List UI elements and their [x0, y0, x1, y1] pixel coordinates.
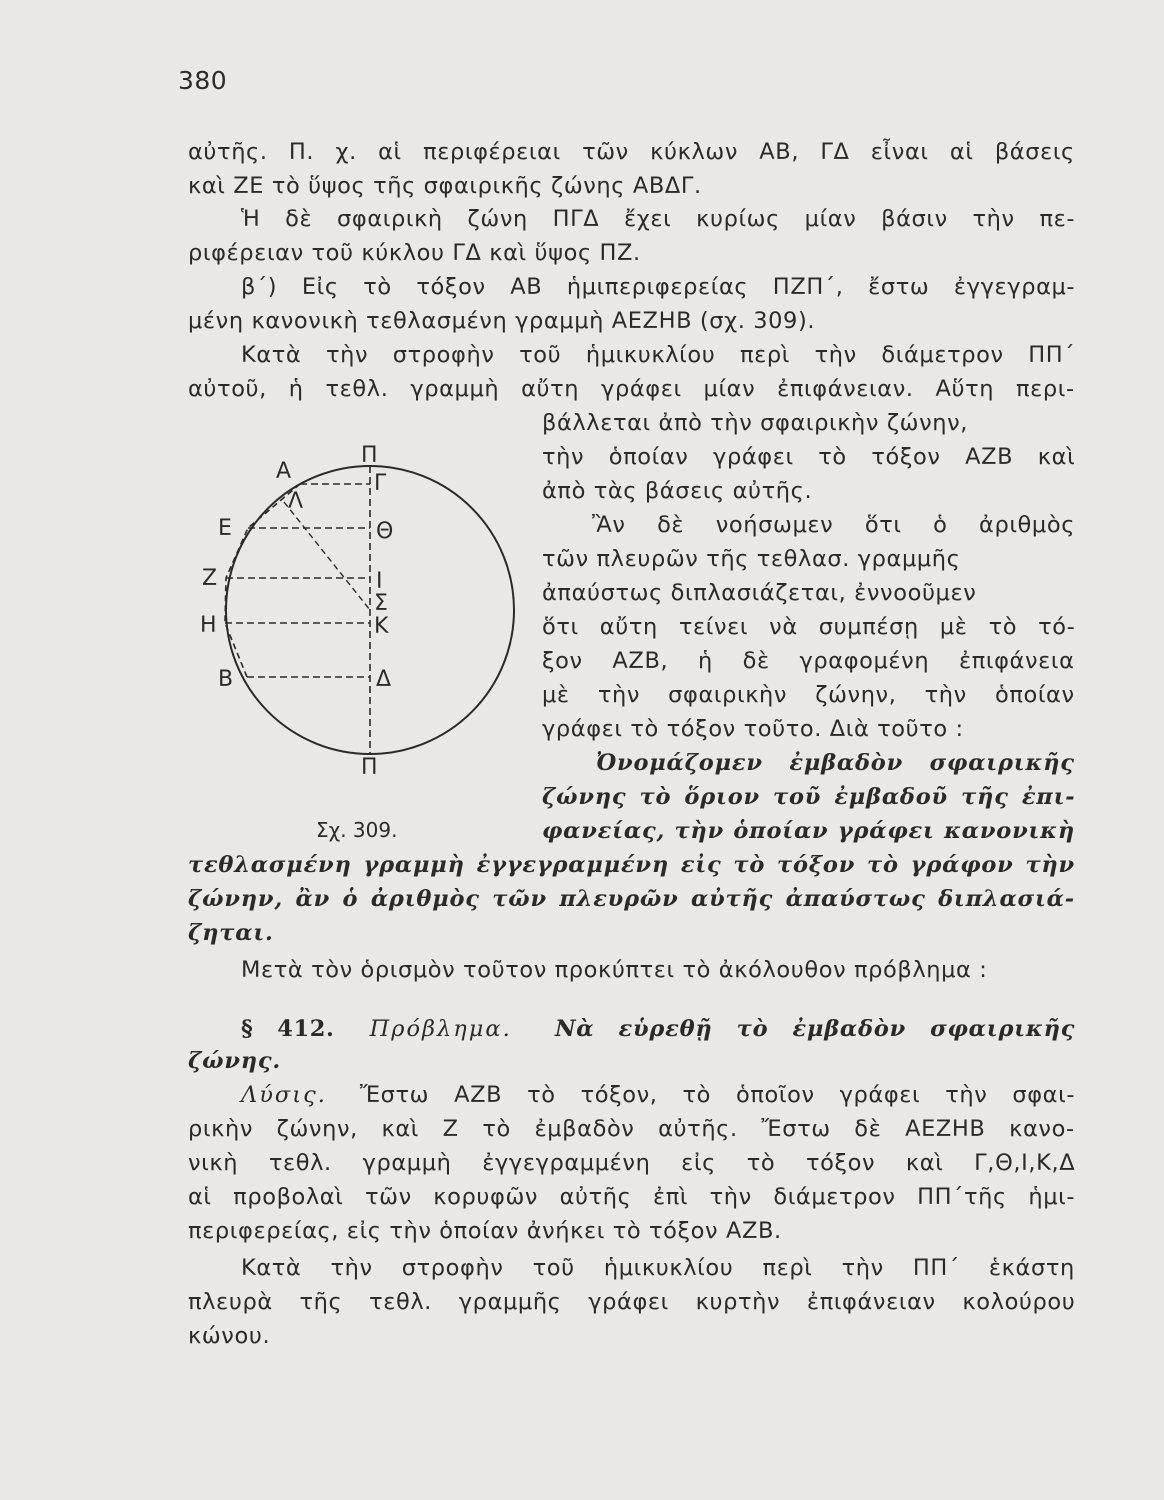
text-line: κώνου. — [188, 1323, 271, 1349]
text-line: Κατὰ τὴν στροφὴν τοῦ ἡμικυκλίου περὶ τὴν διάμετρον ΠΠ΄ — [241, 342, 1076, 368]
section-heading — [241, 1014, 1075, 1044]
label-epsilon: Ε — [218, 516, 232, 541]
text-line: νικὴ τεθλ. γραμμὴ ἐγγεγραμμένη εἰς τὸ τόξον καὶ Γ,Θ,Ι,Κ,Δ — [188, 1150, 1076, 1176]
label-beta: Β — [218, 667, 234, 692]
text-line: β΄) Εἰς τὸ τόξον ΑΒ ἡμιπεριφερείας ΠΖΠ΄, ἔστω ἐγγεγραμ- — [241, 274, 1076, 300]
text-line: τῶν πλευρῶν τῆς τεθλασ. γραμμῆς — [542, 546, 961, 572]
definition-line: ζώνην, ἂν ὁ ἀριθμὸς τῶν πλευρῶν αὐτῆς ἀπαύστως διπλασιά- — [188, 886, 1075, 912]
text-line: Μετὰ τὸν ὁρισμὸν τοῦτον προκύπτει τὸ ἀκόλουθον πρόβλημα : — [241, 957, 988, 983]
definition-line: τεθλασμένη γραμμὴ ἐγγεγραμμένη εἰς τὸ τόξον τὸ γράφον τὴν — [188, 852, 1075, 878]
line-text: αὐτῆς. Π. χ. αἱ περιφέρειαι τῶν κύκλων ΑΒ, ΓΔ εἶναι αἱ βάσεις — [188, 139, 1075, 165]
text-line: ξον ΑΖΒ, ἡ δὲ γραφομένη ἐπιφάνεια — [542, 648, 1075, 674]
label-theta: Θ — [376, 519, 394, 544]
label-zeta: Ζ — [202, 566, 218, 591]
apothem-line — [284, 502, 370, 610]
section-title: Νὰ εὑρεθῇ τὸ ἐμβαδὸν σφαιρικῆς — [554, 1016, 1076, 1042]
text-line — [188, 137, 1075, 167]
text-line: καὶ ΖΕ τὸ ὕψος τῆς σφαιρικῆς ζώνης ΑΒΔΓ. — [188, 173, 702, 199]
text-line: μὲ τὴν σφαιρικὴν ζώνην, τὴν ὁποίαν — [542, 682, 1075, 708]
text-line: ἀπαύστως διπλασιάζεται, ἐννοοῦμεν — [542, 580, 977, 606]
label-sigma: Σ — [374, 591, 388, 616]
text-line: γράφει τὸ τόξον τοῦτο. Διὰ τοῦτο : — [542, 716, 964, 742]
solution-label: Λύσις. — [241, 1082, 327, 1108]
label-delta: Δ — [376, 667, 392, 692]
text-line: μένη κανονικὴ τεθλασμένη γραμμὴ ΑΕΖΗΒ (σχ. 309). — [188, 308, 816, 334]
label-pi-bottom: Π — [361, 755, 378, 780]
label-kappa: Κ — [374, 614, 389, 639]
figure-309 — [190, 440, 530, 780]
page-number: 380 — [178, 66, 228, 95]
text-line: πλευρὰ τῆς τεθλ. γραμμῆς γράφει κυρτὴν ἐπιφάνειαν κολούρου — [188, 1289, 1076, 1315]
definition-line: ζηται. — [188, 920, 274, 946]
text-line: ὅτι αὔτη τείνει νὰ συμπέσῃ μὲ τὸ τό- — [542, 614, 1076, 640]
text-line: Κατὰ τὴν στροφὴν τοῦ ἡμικυκλίου περὶ τὴν ΠΠ΄ ἑκάστη — [241, 1255, 1075, 1281]
label-pi-top: Π — [361, 443, 378, 468]
label-lambda: Λ — [288, 489, 304, 514]
definition-line: Ὀνομάζομεν ἐμβαδὸν σφαιρικῆς — [596, 750, 1075, 776]
text-line: Ἡ δὲ σφαιρικὴ ζώνη ΠΓΔ ἔχει κυρίως μίαν βάσιν τὴν πε- — [241, 206, 1076, 232]
text-line: Ἂν δὲ νοήσωμεν ὅτι ὁ ἀριθμὸς — [592, 512, 1076, 538]
label-eta: Η — [200, 613, 217, 638]
text-line: αἱ προβολαὶ τῶν κορυφῶν αὐτῆς ἐπὶ τὴν διάμετρον ΠΠ΄τῆς ἡμι- — [188, 1184, 1076, 1210]
text-line: τὴν ὁποίαν γράφει τὸ τόξον ΑΖΒ καὶ — [542, 444, 1076, 470]
text-line: ριφέρειαν τοῦ κύκλου ΓΔ καὶ ὕψος ΠΖ. — [188, 240, 641, 266]
figure-caption: Σχ. 309. — [316, 818, 398, 842]
text-line: βάλλεται ἀπὸ τὴν σφαιρικὴν ζώνην, — [542, 410, 969, 436]
section-title-cont: ζώνης. — [188, 1048, 282, 1074]
text-line — [241, 1080, 1075, 1110]
label-iota: Ι — [376, 569, 383, 594]
text-line: ρικὴν ζώνην, καὶ Ζ τὸ ἐμβαδὸν αὐτῆς. Ἔστω δὲ ΑΕΖΗΒ κανο- — [188, 1116, 1075, 1142]
label-alpha: Α — [276, 459, 292, 484]
section-label: Πρόβλημα. — [369, 1016, 512, 1042]
label-gamma: Γ — [374, 471, 387, 496]
text-line: ἀπὸ τὰς βάσεις αὐτῆς. — [542, 478, 813, 504]
section-number: § 412. — [241, 1016, 335, 1042]
definition-line: φανείας, τὴν ὁποίαν γράφει κανονικὴ — [542, 818, 1076, 844]
text-line: αὐτοῦ, ἡ τεθλ. γραμμὴ αὔτη γράφει μίαν ἐπιφάνειαν. Αὕτη περι- — [188, 376, 1075, 402]
definition-line: ζώνης τὸ ὅριον τοῦ ἐμβαδοῦ τῆς ἐπι- — [542, 784, 1076, 810]
line-text: Ἔστω ΑΖΒ τὸ τόξον, τὸ ὁποῖον γράφει τὴν σφαι- — [359, 1082, 1076, 1108]
text-line: περιφερείας, εἰς τὴν ὁποίαν ἀνήκει τὸ τόξον ΑΖΒ. — [188, 1218, 782, 1244]
